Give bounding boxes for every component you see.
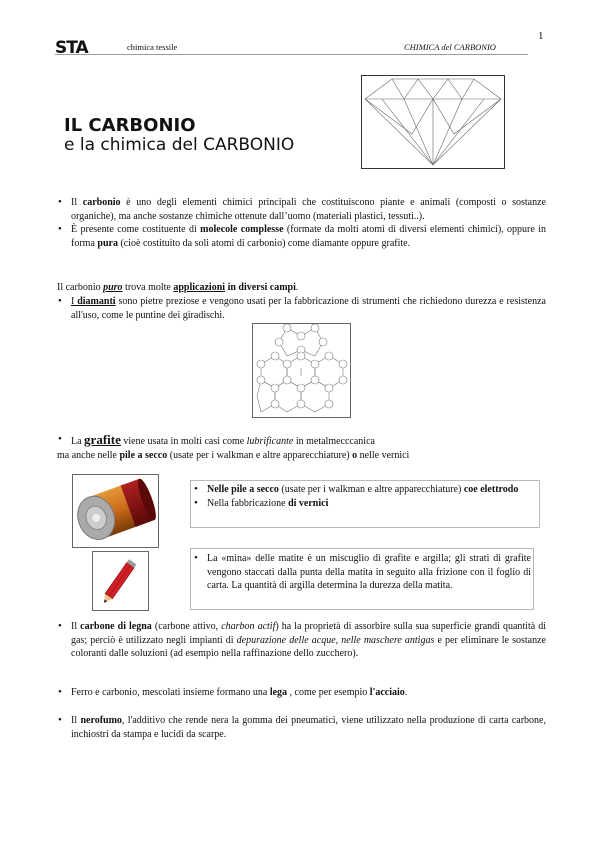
box2-item: • La «mina» delle matite è un miscuglio di grafite e argilla; gli strati di grafite vengono staccati dalla punta della matita in seguito alla frizione con il foglio di carta. La quantità di argilla determina la durezza della matita.	[193, 552, 531, 593]
header-left: chimica tessile	[127, 42, 178, 52]
lattice-icon	[253, 324, 350, 417]
title-line1: IL CARBONIO	[64, 115, 196, 136]
diamond-image	[361, 75, 505, 169]
diamanti-list	[57, 295, 546, 322]
title-line2: e la chimica del CARBONIO	[64, 135, 295, 155]
mina-box	[190, 548, 534, 610]
crystal-lattice-image	[252, 323, 351, 418]
battery-icon	[73, 475, 158, 547]
nerofumo-list	[57, 714, 546, 741]
battery-image	[72, 474, 159, 548]
lega-item: • Ferro e carbonio, mescolati insieme formano una lega , come per esempio l'acciaio.	[57, 686, 546, 700]
header-right: CHIMICA del CARBONIO	[404, 42, 496, 52]
applications-line: Il carbonio puro trova molte applicazioni in diversi campi.	[57, 282, 299, 293]
nerofumo-item: • Il nerofumo, l'additivo che rende nera la gomma dei pneumatici, viene utilizzato nella produzione di carta carbone, inchiostri da stampa e lucidi da scarpe.	[57, 714, 546, 741]
box1-item: • Nella fabbricazione di vernici	[193, 497, 533, 511]
pile-vernici-box	[190, 480, 540, 528]
diamanti-item: • I diamanti sono pietre preziose e vengono usati per la fabbricazione di strumenti che richiedono durezza e resistenza all'uso, come le puntine dei giradischi.	[57, 295, 546, 322]
sta-logo: STA	[55, 38, 88, 58]
page-number: 1	[538, 30, 544, 42]
diamond-icon	[362, 76, 504, 168]
box1-list	[193, 483, 533, 510]
grafite-line2: ma anche nelle pile a secco (usate per i walkman e altre apparecchiature) o nelle vernici	[57, 450, 410, 461]
intro-item: • Il carbonio è uno degli elementi chimici principali che costituiscono piante e animali (composti o sostanze organiche), ma anche sostanze chimiche ottenute dall’uomo (materiali plastici, tessuti..).	[57, 196, 546, 223]
grafite-list	[57, 433, 546, 449]
box2-list	[193, 552, 531, 593]
legna-item: • Il carbone di legna (carbone attivo, charbon actif) ha la proprietà di assorbire sulla sua superficie grandi quantità di gas; perciò è utilizzato negli impianti di depurazione delle acque, nelle maschere antigas e per eliminare le sostanze coloranti dalle soluzioni (ad esempio nella raffinazione dello zucchero).	[57, 620, 546, 661]
box1-item: • Nelle pile a secco (usate per i walkman e altre apparecchiature) coe elettrodo	[193, 483, 533, 497]
pencil-image	[92, 551, 149, 611]
intro-list	[57, 196, 546, 250]
grafite-item: • La grafite viene usata in molti casi come lubrificante in metalmecccanica	[57, 433, 546, 449]
legna-list	[57, 620, 546, 661]
pencil-icon	[93, 552, 148, 610]
header-rule	[55, 54, 528, 55]
lega-list	[57, 686, 546, 700]
intro-item: • È presente come costituente di molecole complesse (formate da molti atomi di diversi elementi chimici), oppure in forma pura (cioè costituito da soli atomi di carbonio) come diamante oppure grafite.	[57, 223, 546, 250]
